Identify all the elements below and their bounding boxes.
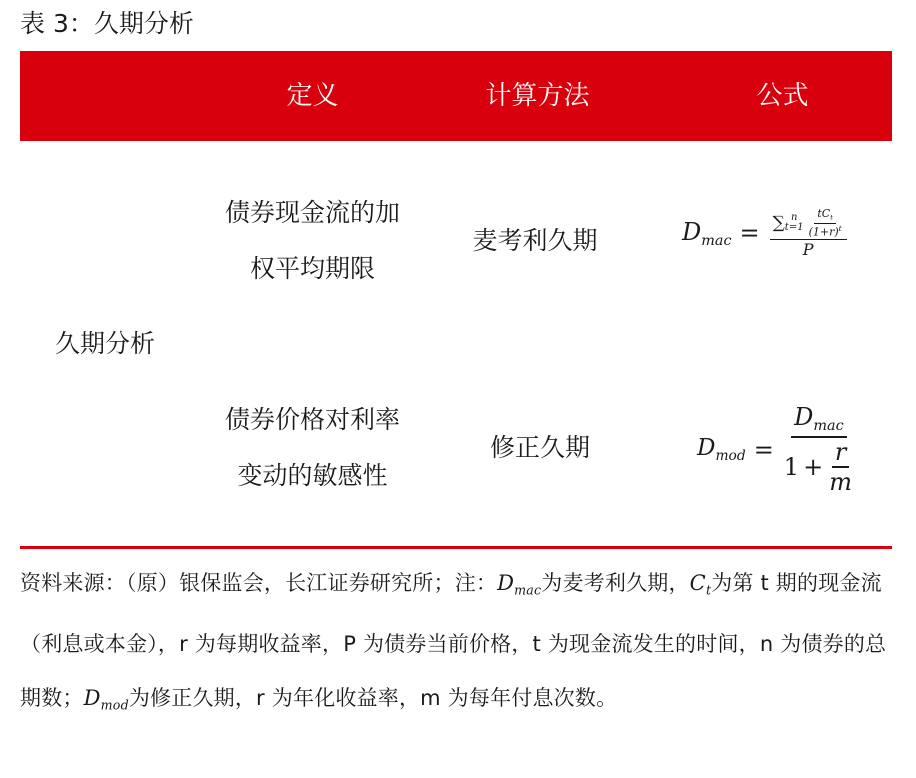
formula-macaulay-denominator: P <box>802 240 814 260</box>
formula-modified-lhs: $D_{mod}$ <box>697 435 746 465</box>
formula-equals-2: = <box>753 435 774 464</box>
header-method: 计算方法 <box>485 81 590 111</box>
formula-modified-denominator: 1 + $\frac{r}{m}$ <box>783 437 852 497</box>
formula-modified-numerator: $D_{mac}$ <box>791 404 847 438</box>
table-header <box>20 51 892 141</box>
row2-method: 修正久期 <box>489 433 590 462</box>
formula-equals: = <box>739 219 760 248</box>
note-d-mod: $D_{mod}$ <box>83 686 129 713</box>
category-cell: 久期分析 <box>54 329 155 358</box>
formula-macaulay <box>682 208 849 259</box>
row1-definition-line2: 权平均期限 <box>249 254 375 283</box>
formula-macaulay-lhs: $D_{mac}$ <box>682 217 732 249</box>
note-d-mac: $D_{mac}$ <box>497 571 542 598</box>
row2-definition-line1: 债券价格对利率 <box>224 405 400 434</box>
source-note: 资料来源：（原）银保监会，长江证券研究所；注：$D_{mac}$为麦考利久期，$C_t$为第 t 期的现金流（利息或本金），r 为每期收益率，P 为债券当前价格，t 为现金流发生的时间，n 为债券的总期数；$D_{mod}$为修正久期，r 为年化收益率，m 为每年付息次数。 <box>20 571 887 713</box>
formula-modified <box>697 404 856 496</box>
header-formula: 公式 <box>756 81 809 111</box>
row1-method: 麦考利久期 <box>472 226 598 255</box>
formula-macaulay-fraction <box>770 208 847 259</box>
row1-definition <box>200 185 425 297</box>
note-c-t: $C_t$ <box>689 571 712 598</box>
table-bottom-rule <box>20 546 892 549</box>
row1-definition-line1: 债券现金流的加 <box>224 198 400 227</box>
header-definition: 定义 <box>286 81 339 111</box>
formula-modified-fraction <box>784 404 854 496</box>
formula-macaulay-numerator: ∑ n t=1 $\frac{tC_t}{(1+r)^t}$ <box>770 208 847 240</box>
table-caption: 表 3：久期分析 <box>20 9 194 38</box>
row2-definition <box>200 392 425 504</box>
row2-definition-line2: 变动的敏感性 <box>237 461 388 490</box>
